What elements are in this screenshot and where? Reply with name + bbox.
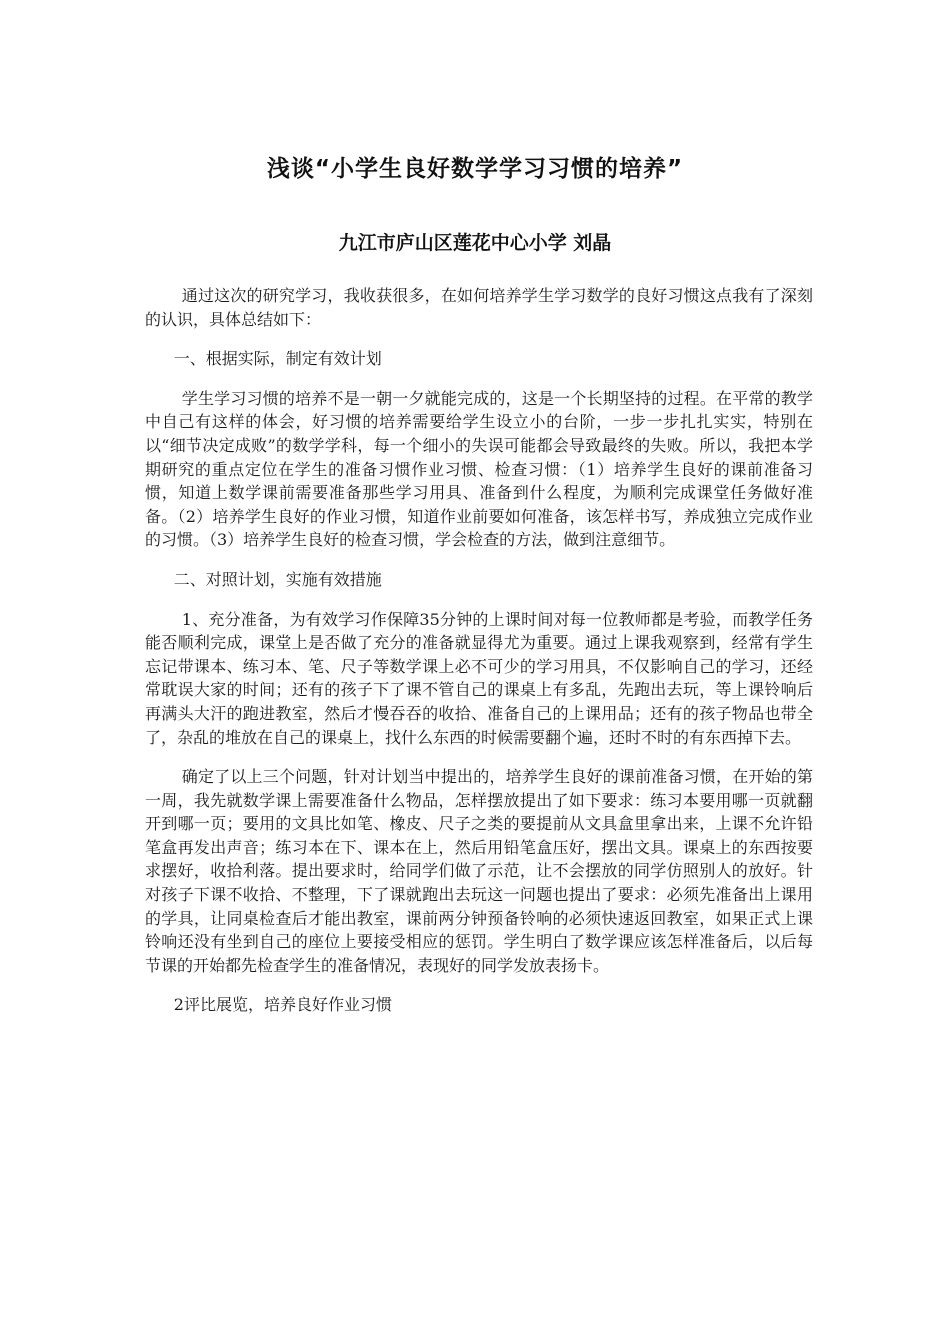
section-2-heading: 二、对照计划，实施有效措施 bbox=[173, 569, 382, 589]
section-2-paragraph-1: 1、充分准备，为有效学习作保障35分钟的上课时间对每一位教师都是考验，而教学任务能否顺利完成，课堂上是否做了充分的准备就显得尤为重要。通过上课我观察到，经常有学生忘记带课本、练习本、笔、尺子等数学课上必不可少的学习用具，不仅影响自己的学习，还经常耽误大家的时间；还有的孩子下了课不管自己的课桌上有多乱，先跑出去玩，等上课铃响后再满头大汗的跑进教室，然后才慢吞吞的收拾、准备自己的上课用品；还有的孩子物品也带全了，杂乱的堆放在自己的课桌上，找什么东西的时候需要翻个遍，还时不时的有东西掉下去。 bbox=[145, 609, 813, 747]
intro-paragraph: 通过这次的研究学习，我收获很多，在如何培养学生学习数学的良好习惯这点我有了深刻的认识，具体总结如下： bbox=[145, 286, 813, 329]
document-title: 浅谈“小学生良好数学学习习惯的培养” bbox=[266, 156, 684, 182]
document-body bbox=[145, 284, 813, 1033]
document-author: 九江市庐山区莲花中心小学 刘晶 bbox=[338, 232, 612, 254]
section-2-subheading-2: 2评比展览，培养良好作业习惯 bbox=[173, 995, 392, 1015]
section-1-paragraph: 学生学习习惯的培养不是一朝一夕就能完成的，这是一个长期坚持的过程。在平常的教学中自己有这样的体会，好习惯的培养需要给学生设立小的台阶，一步一步扎扎实实，特别在以“细节决定成败”的数学学科，每一个细小的失误可能都会导致最终的失败。所以，我把本学期研究的重点定位在学生的准备习惯作业习惯、检查习惯：（1）培养学生良好的课前准备习惯，知道上数学课前需要准备那些学习用具、准备到什么程度，为顺利完成课堂任务做好准备。（2）培养学生良好的作业习惯，知道作业前要如何准备，该怎样书写，养成独立完成作业的习惯。（3）培养学生良好的检查习惯，学会检查的方法，做到注意细节。 bbox=[145, 388, 813, 550]
section-2-paragraph-2: 确定了以上三个问题，针对计划当中提出的，培养学生良好的课前准备习惯，在开始的第一周，我先就数学课上需要准备什么物品，怎样摆放提出了如下要求：练习本要用哪一页就翻开到哪一页；要用的文具比如笔、橡皮、尺子之类的要提前从文具盒里拿出来，上课不允许铅笔盒再发出声音；练习本在下、课本在上，然后用铅笔盒压好，摆出文具。课桌上的东西按要求摆好，收拾利落。提出要求时，给同学们做了示范，让不会摆放的同学仿照别人的放好。针对孩子下课不收拾、不整理，下了课就跑出去玩这一问题也提出了要求：必须先准备出上课用的学具，让同桌检查后才能出教室，课前两分钟预备铃响的必须快速返回教室，如果正式上课铃响还没有坐到自己的座位上要接受相应的惩罚。学生明白了数学课应该怎样准备后，以后每节课的开始都先检查学生的准备情况，表现好的同学发放表扬卡。 bbox=[145, 767, 813, 975]
section-1-heading: 一、根据实际，制定有效计划 bbox=[173, 349, 382, 369]
